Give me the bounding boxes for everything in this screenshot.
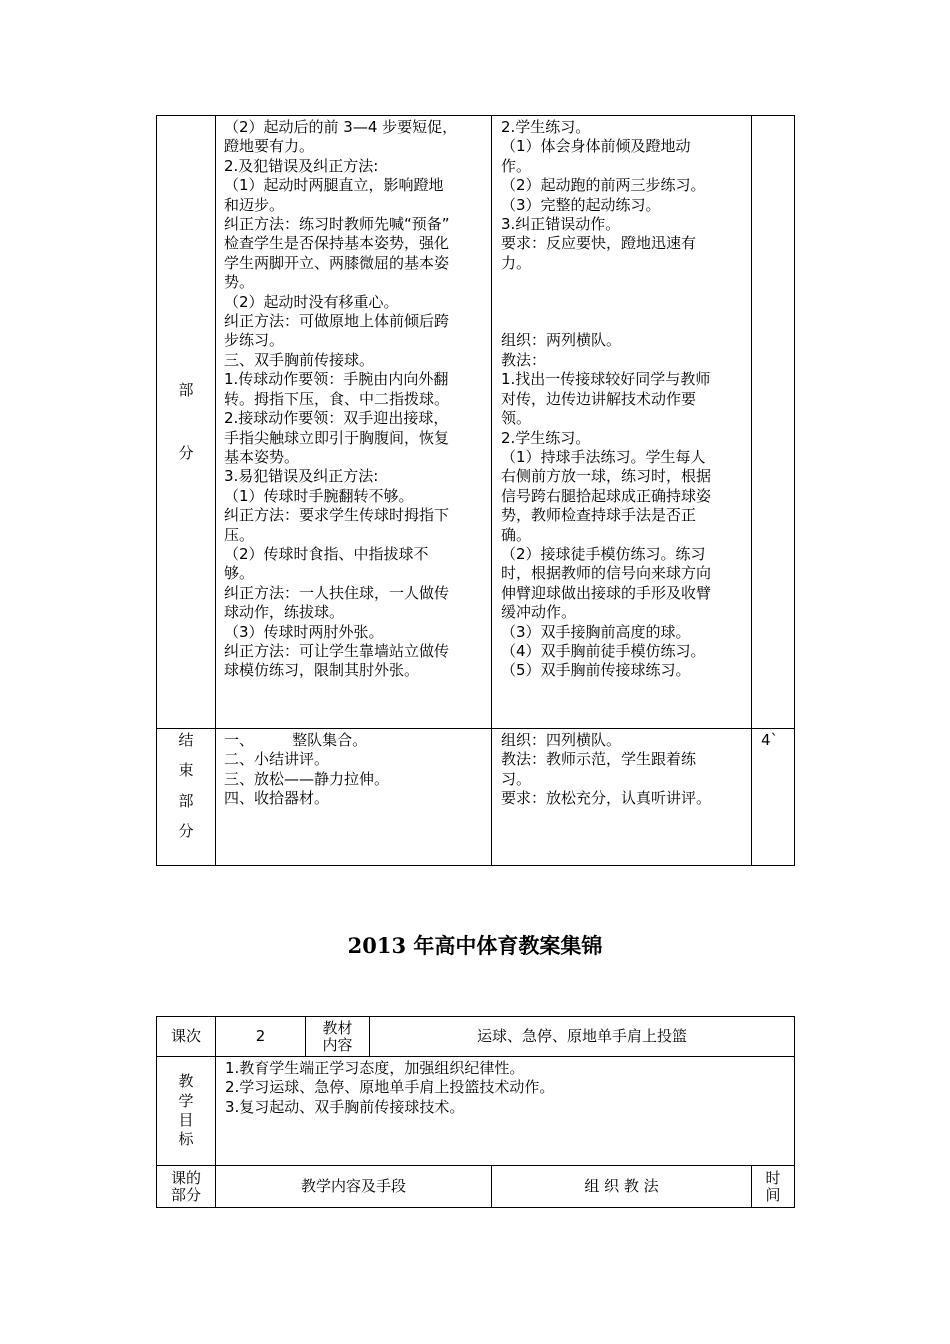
text-line: 2.接球动作要领：双手迎出接球， [224, 409, 449, 428]
part-label-line: 课的 [170, 1168, 201, 1187]
text-line: 蹬地要有力。 [224, 137, 315, 156]
main-method-cell [492, 116, 752, 729]
content-header: 教学内容及手段 [216, 1166, 492, 1208]
text-line: 基本姿势。 [224, 447, 300, 466]
end-part-label [157, 729, 216, 866]
page-title: 2013 年高中体育教案集锦 [347, 933, 603, 958]
text-line: 教法：教师示范，学生跟着练 [501, 750, 697, 769]
text-line: 3.易犯错误及纠正方法: [224, 467, 379, 486]
main-part-label [157, 116, 216, 729]
text-line: 2.学习运球、急停、原地单手肩上投篮技术动作。 [225, 1078, 555, 1097]
text-line: 三、双手胸前传接球。 [224, 350, 375, 369]
text-line: 三、放松——静力拉伸。 [224, 769, 390, 788]
end-time-cell: 4` [752, 729, 795, 866]
text-line: 手指尖触球立即引于胸腹间，恢复 [224, 428, 450, 447]
text-line: 纠正方法：可做原地上体前倾后跨 [224, 312, 450, 331]
text-line: 缓冲动作。 [501, 603, 577, 622]
text-line: 要求：反应要快，蹬地迅速有 [501, 234, 697, 253]
text-line: 1.找出一传接球较好同学与教师 [501, 370, 711, 389]
text-line: 1.教育学生端正学习态度，加强组织纪律性。 [225, 1059, 525, 1077]
text-line: （2）起动时没有移重心。 [224, 292, 399, 311]
text-line: （4）双手胸前徒手模仿练习。 [501, 641, 706, 660]
text-line: 纠正方法：一人扶住球，一人做传 [224, 583, 450, 602]
text-line: （1）传球时手腕翻转不够。 [224, 486, 414, 505]
end-method-cell [492, 729, 752, 866]
main-time-cell [752, 116, 795, 729]
text-line: 够。 [224, 564, 255, 583]
lesson-plan-table [156, 1016, 795, 1208]
text-line: 一、 整队集合。 [224, 731, 368, 749]
text-line: （2）接球徒手模仿练习。练习 [501, 544, 706, 563]
text-line: 2.学生练习。 [501, 428, 591, 447]
goal-label [157, 1057, 216, 1166]
text-line: 组织：两列横队。 [501, 331, 622, 350]
end-part-char: 部 [178, 791, 194, 810]
end-part-char: 束 [178, 761, 194, 780]
text-line: （5）双手胸前传接球练习。 [501, 661, 691, 680]
text-line: 二、小结讲评。 [224, 750, 330, 769]
text-line: 力。 [501, 253, 532, 272]
text-line: 3.纠正错误动作。 [501, 215, 621, 234]
text-line: 伸臂迎球做出接球的手形及收臂 [501, 583, 712, 602]
text-line: 右侧前方放一球，练习时，根据 [501, 467, 712, 486]
text-line: 四、收拾器材。 [224, 789, 330, 808]
text-line: 信号跨右腿拾起球成正确持球姿 [501, 486, 712, 505]
end-part-char: 分 [178, 822, 194, 841]
goal-label-char: 标 [178, 1130, 194, 1149]
text-line: （1）持球手法练习。学生每人 [501, 447, 706, 466]
text-line: 2.学生练习。 [501, 118, 591, 136]
text-line: 压。 [224, 525, 255, 544]
text-line: 3.复习起动、双手胸前传接球技术。 [225, 1097, 465, 1116]
text-line: （1）体会身体前倾及蹬地动 [501, 137, 691, 156]
text-line: 习。 [501, 769, 532, 788]
lesson-plan-table-continued [156, 115, 795, 866]
text-line: 1.传球动作要领：手腕由内向外翻 [224, 370, 449, 389]
text-line: 学生两脚开立、两膝微屈的基本姿 [224, 253, 450, 272]
material-label-line: 教材 [322, 1018, 353, 1037]
text-line: （3）双手接胸前高度的球。 [501, 622, 691, 641]
main-part-char: 分 [178, 444, 194, 462]
text-line: 纠正方法：练习时教师先喊“预备” [224, 215, 450, 234]
part-label-line: 部分 [170, 1185, 201, 1204]
time-header-line: 间 [765, 1185, 781, 1204]
goal-label-char: 教 [178, 1072, 194, 1091]
text-line: 球模仿练习，限制其肘外张。 [224, 661, 420, 680]
method-header: 组 织 教 法 [492, 1166, 752, 1208]
text-line: 作。 [501, 156, 532, 175]
text-line [501, 293, 745, 312]
goal-label-char: 目 [178, 1111, 194, 1129]
text-line: 步练习。 [224, 331, 285, 350]
text-line: 时，根据教师的信号向来球方向 [501, 564, 712, 583]
text-line: 对传，边传边讲解技术动作要 [501, 389, 697, 408]
material-value: 运球、急停、原地单手肩上投篮 [370, 1017, 795, 1057]
text-line: 球动作，练拔球。 [224, 603, 345, 622]
goal-cell [216, 1057, 795, 1166]
text-line: 要求：放松充分，认真听讲评。 [501, 789, 712, 808]
text-line: （2）传球时食指、中指拔球不 [224, 544, 429, 563]
text-line: （2）起动后的前 3—4 步要短促， [224, 118, 458, 136]
text-line: 转。拇指下压，食、中二指拨球。 [224, 389, 450, 408]
main-content-cell [216, 116, 492, 729]
text-line [501, 273, 745, 292]
text-line: 确。 [501, 525, 532, 544]
goal-label-char: 学 [178, 1091, 194, 1110]
text-line: 教法： [501, 350, 547, 369]
text-line: （3）完整的起动练习。 [501, 195, 661, 214]
text-line: 组织：四列横队。 [501, 731, 622, 749]
end-content-cell [216, 729, 492, 866]
time-header-line: 时 [765, 1168, 781, 1187]
text-line: 检查学生是否保持基本姿势，强化 [224, 234, 450, 253]
material-label [306, 1017, 370, 1057]
text-line: 领。 [501, 409, 532, 428]
text-line: 势。 [224, 273, 255, 292]
text-line: 2.及犯错误及纠正方法: [224, 156, 379, 175]
text-line: 势，教师检查持球手法是否正 [501, 506, 697, 525]
end-part-char: 结 [178, 731, 194, 749]
text-line: （2）起动跑的前两三步练习。 [501, 176, 706, 195]
text-line [501, 312, 745, 331]
part-label [157, 1166, 216, 1208]
text-line: 纠正方法：要求学生传球时拇指下 [224, 506, 450, 525]
text-line: （3）传球时两肘外张。 [224, 622, 384, 641]
time-header [752, 1166, 795, 1208]
material-label-line: 内容 [322, 1035, 353, 1054]
main-part-char: 部 [178, 380, 194, 399]
text-line: 和迈步。 [224, 195, 285, 214]
lesson-label: 课次 [157, 1017, 216, 1057]
text-line: （1）起动时两腿直立，影响蹬地 [224, 176, 444, 195]
text-line: 纠正方法：可让学生靠墙站立做传 [224, 641, 450, 660]
lesson-number: 2 [216, 1017, 306, 1057]
